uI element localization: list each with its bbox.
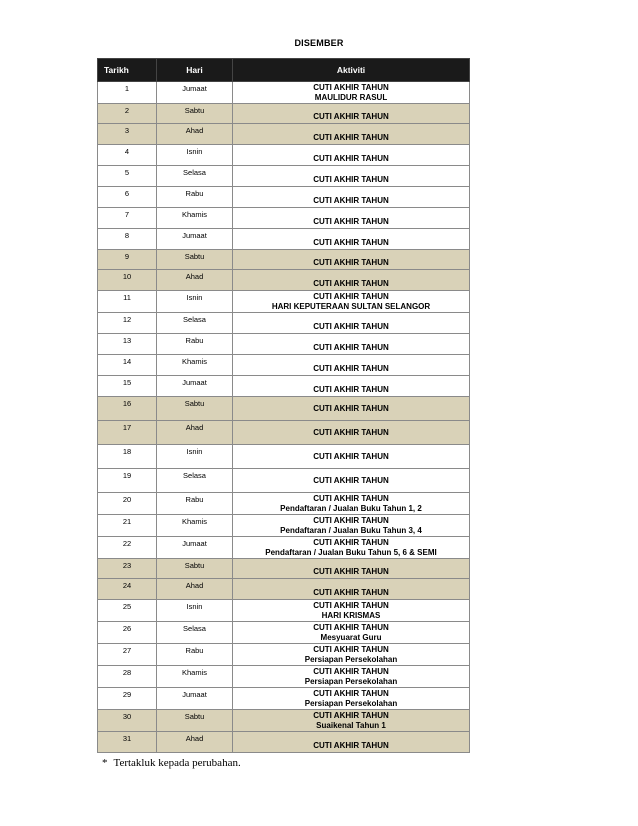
aktiviti-line: CUTI AKHIR TAHUN: [313, 711, 389, 720]
table-row: [98, 537, 470, 559]
cell-tarikh: 16: [98, 397, 157, 421]
table-row: [98, 291, 470, 313]
cell-tarikh: 6: [98, 187, 157, 208]
cell-hari: Khamis: [157, 355, 233, 376]
table-row: [98, 622, 470, 644]
cell-tarikh: 15: [98, 376, 157, 397]
cell-tarikh: 27: [98, 644, 157, 666]
aktiviti-line: CUTI AKHIR TAHUN: [313, 588, 389, 597]
cell-tarikh: 20: [98, 493, 157, 515]
aktiviti-line: CUTI AKHIR TAHUN: [313, 427, 389, 437]
table-row: [98, 82, 470, 104]
aktiviti-line: CUTI AKHIR TAHUN: [313, 258, 389, 267]
cell-aktiviti: [233, 250, 470, 270]
cell-tarikh: 9: [98, 250, 157, 270]
cell-aktiviti: [233, 208, 470, 229]
aktiviti-line: Mesyuarat Guru: [320, 633, 382, 642]
cell-aktiviti: [233, 644, 470, 666]
cell-aktiviti: [233, 397, 470, 421]
table-row: [98, 166, 470, 187]
aktiviti-line: CUTI AKHIR TAHUN: [313, 292, 389, 301]
cell-aktiviti: [233, 291, 470, 313]
table-row: [98, 644, 470, 666]
cell-hari: Khamis: [157, 666, 233, 688]
aktiviti-line: CUTI AKHIR TAHUN: [313, 567, 389, 576]
table-row: [98, 445, 470, 469]
cell-tarikh: 23: [98, 559, 157, 579]
aktiviti-line: CUTI AKHIR TAHUN: [313, 403, 389, 413]
aktiviti-line: CUTI AKHIR TAHUN: [313, 238, 389, 247]
aktiviti-line: Persiapan Persekolahan: [304, 699, 398, 708]
cell-aktiviti: [233, 376, 470, 397]
cell-tarikh: 31: [98, 732, 157, 753]
cell-hari: Isnin: [157, 291, 233, 313]
aktiviti-line: Suaikenal Tahun 1: [316, 721, 386, 730]
cell-hari: Rabu: [157, 493, 233, 515]
cell-tarikh: 3: [98, 124, 157, 145]
cell-hari: Ahad: [157, 421, 233, 445]
cell-aktiviti: [233, 493, 470, 515]
cell-aktiviti: [233, 124, 470, 145]
aktiviti-line: HARI KEPUTERAAN SULTAN SELANGOR: [271, 302, 431, 311]
cell-tarikh: 5: [98, 166, 157, 187]
aktiviti-line: CUTI AKHIR TAHUN: [313, 623, 389, 632]
cell-aktiviti: [233, 145, 470, 166]
cell-tarikh: 4: [98, 145, 157, 166]
cell-aktiviti: [233, 579, 470, 600]
table-row: [98, 397, 470, 421]
table-row: [98, 688, 470, 710]
aktiviti-line: CUTI AKHIR TAHUN: [313, 689, 389, 698]
cell-aktiviti: [233, 313, 470, 334]
cell-aktiviti: [233, 688, 470, 710]
table-row: [98, 250, 470, 270]
cell-aktiviti: [233, 710, 470, 732]
cell-tarikh: 19: [98, 469, 157, 493]
aktiviti-line: CUTI AKHIR TAHUN: [313, 451, 389, 461]
cell-hari: Jumaat: [157, 688, 233, 710]
cell-tarikh: 21: [98, 515, 157, 537]
cell-hari: Rabu: [157, 334, 233, 355]
cell-tarikh: 18: [98, 445, 157, 469]
cell-aktiviti: [233, 537, 470, 559]
table-row: [98, 187, 470, 208]
cell-aktiviti: [233, 421, 470, 445]
table-body: [98, 82, 470, 753]
cell-hari: Sabtu: [157, 397, 233, 421]
cell-tarikh: 8: [98, 229, 157, 250]
cell-aktiviti: [233, 732, 470, 753]
cell-aktiviti: [233, 600, 470, 622]
cell-hari: Sabtu: [157, 104, 233, 124]
header-aktiviti: Aktiviti: [233, 59, 470, 82]
aktiviti-line: CUTI AKHIR TAHUN: [313, 516, 389, 525]
cell-hari: Ahad: [157, 270, 233, 291]
cell-hari: Isnin: [157, 600, 233, 622]
table-row: [98, 229, 470, 250]
footnote: [102, 757, 241, 769]
aktiviti-line: Persiapan Persekolahan: [304, 677, 398, 686]
cell-aktiviti: [233, 515, 470, 537]
aktiviti-line: CUTI AKHIR TAHUN: [313, 343, 389, 352]
table-row: [98, 421, 470, 445]
table-row: [98, 515, 470, 537]
cell-hari: Rabu: [157, 644, 233, 666]
aktiviti-line: CUTI AKHIR TAHUN: [313, 538, 389, 547]
cell-aktiviti: [233, 82, 470, 104]
calendar-table: [97, 58, 470, 753]
cell-tarikh: 11: [98, 291, 157, 313]
aktiviti-line: Pendaftaran / Jualan Buku Tahun 1, 2: [280, 504, 422, 513]
cell-hari: Sabtu: [157, 250, 233, 270]
aktiviti-line: Pendaftaran / Jualan Buku Tahun 5, 6 & SEMI: [265, 548, 437, 557]
cell-tarikh: 10: [98, 270, 157, 291]
cell-aktiviti: [233, 445, 470, 469]
aktiviti-line: CUTI AKHIR TAHUN: [313, 667, 389, 676]
cell-hari: Selasa: [157, 622, 233, 644]
table-row: [98, 710, 470, 732]
aktiviti-line: CUTI AKHIR TAHUN: [313, 494, 389, 503]
cell-hari: Selasa: [157, 166, 233, 187]
cell-hari: Ahad: [157, 732, 233, 753]
table-row: [98, 104, 470, 124]
aktiviti-line: MAULIDUR RASUL: [314, 93, 388, 102]
cell-hari: Sabtu: [157, 559, 233, 579]
aktiviti-line: CUTI AKHIR TAHUN: [313, 601, 389, 610]
aktiviti-line: CUTI AKHIR TAHUN: [313, 741, 389, 750]
aktiviti-line: CUTI AKHIR TAHUN: [313, 83, 389, 92]
table-row: [98, 208, 470, 229]
cell-tarikh: 2: [98, 104, 157, 124]
cell-aktiviti: [233, 334, 470, 355]
cell-aktiviti: [233, 104, 470, 124]
table-row: [98, 355, 470, 376]
table-row: [98, 579, 470, 600]
cell-tarikh: 22: [98, 537, 157, 559]
aktiviti-line: Pendaftaran / Jualan Buku Tahun 3, 4: [280, 526, 422, 535]
header-tarikh: Tarikh: [98, 59, 157, 82]
table-row: [98, 124, 470, 145]
cell-tarikh: 1: [98, 82, 157, 104]
cell-aktiviti: [233, 666, 470, 688]
cell-aktiviti: [233, 229, 470, 250]
table-row: [98, 376, 470, 397]
cell-hari: Rabu: [157, 187, 233, 208]
cell-tarikh: 30: [98, 710, 157, 732]
cell-aktiviti: [233, 469, 470, 493]
cell-hari: Khamis: [157, 515, 233, 537]
cell-hari: Ahad: [157, 124, 233, 145]
cell-aktiviti: [233, 559, 470, 579]
cell-hari: Ahad: [157, 579, 233, 600]
aktiviti-line: CUTI AKHIR TAHUN: [313, 112, 389, 121]
footnote-mark: *: [102, 757, 108, 769]
cell-tarikh: 17: [98, 421, 157, 445]
aktiviti-line: CUTI AKHIR TAHUN: [313, 322, 389, 331]
cell-hari: Jumaat: [157, 537, 233, 559]
cell-tarikh: 24: [98, 579, 157, 600]
cell-tarikh: 28: [98, 666, 157, 688]
table-row: [98, 559, 470, 579]
aktiviti-line: CUTI AKHIR TAHUN: [313, 385, 389, 394]
cell-tarikh: 26: [98, 622, 157, 644]
page-title: DISEMBER: [294, 38, 344, 48]
cell-hari: Khamis: [157, 208, 233, 229]
table-row: [98, 145, 470, 166]
table-row: [98, 313, 470, 334]
header-hari: Hari: [157, 59, 233, 82]
aktiviti-line: Persiapan Persekolahan: [304, 655, 398, 664]
table-row: [98, 666, 470, 688]
cell-tarikh: 7: [98, 208, 157, 229]
cell-tarikh: 12: [98, 313, 157, 334]
cell-tarikh: 14: [98, 355, 157, 376]
cell-hari: Selasa: [157, 313, 233, 334]
cell-tarikh: 25: [98, 600, 157, 622]
table-row: [98, 493, 470, 515]
aktiviti-line: CUTI AKHIR TAHUN: [313, 175, 389, 184]
aktiviti-line: CUTI AKHIR TAHUN: [313, 364, 389, 373]
table-row: [98, 732, 470, 753]
cell-aktiviti: [233, 355, 470, 376]
aktiviti-line: CUTI AKHIR TAHUN: [313, 154, 389, 163]
table-row: [98, 270, 470, 291]
aktiviti-line: CUTI AKHIR TAHUN: [313, 133, 389, 142]
cell-aktiviti: [233, 270, 470, 291]
table-row: [98, 469, 470, 493]
table-row: [98, 600, 470, 622]
cell-aktiviti: [233, 187, 470, 208]
aktiviti-line: CUTI AKHIR TAHUN: [313, 217, 389, 226]
cell-hari: Selasa: [157, 469, 233, 493]
cell-hari: Isnin: [157, 145, 233, 166]
cell-hari: Sabtu: [157, 710, 233, 732]
aktiviti-line: CUTI AKHIR TAHUN: [313, 645, 389, 654]
table-row: [98, 334, 470, 355]
cell-hari: Isnin: [157, 445, 233, 469]
cell-hari: Jumaat: [157, 82, 233, 104]
cell-hari: Jumaat: [157, 376, 233, 397]
aktiviti-line: CUTI AKHIR TAHUN: [313, 279, 389, 288]
cell-aktiviti: [233, 622, 470, 644]
aktiviti-line: HARI KRISMAS: [321, 611, 381, 620]
aktiviti-line: CUTI AKHIR TAHUN: [313, 475, 389, 485]
footnote-text: Tertakluk kepada perubahan.: [113, 757, 241, 769]
cell-tarikh: 13: [98, 334, 157, 355]
cell-aktiviti: [233, 166, 470, 187]
cell-tarikh: 29: [98, 688, 157, 710]
cell-hari: Jumaat: [157, 229, 233, 250]
aktiviti-line: CUTI AKHIR TAHUN: [313, 196, 389, 205]
table-header-row: [98, 59, 470, 82]
